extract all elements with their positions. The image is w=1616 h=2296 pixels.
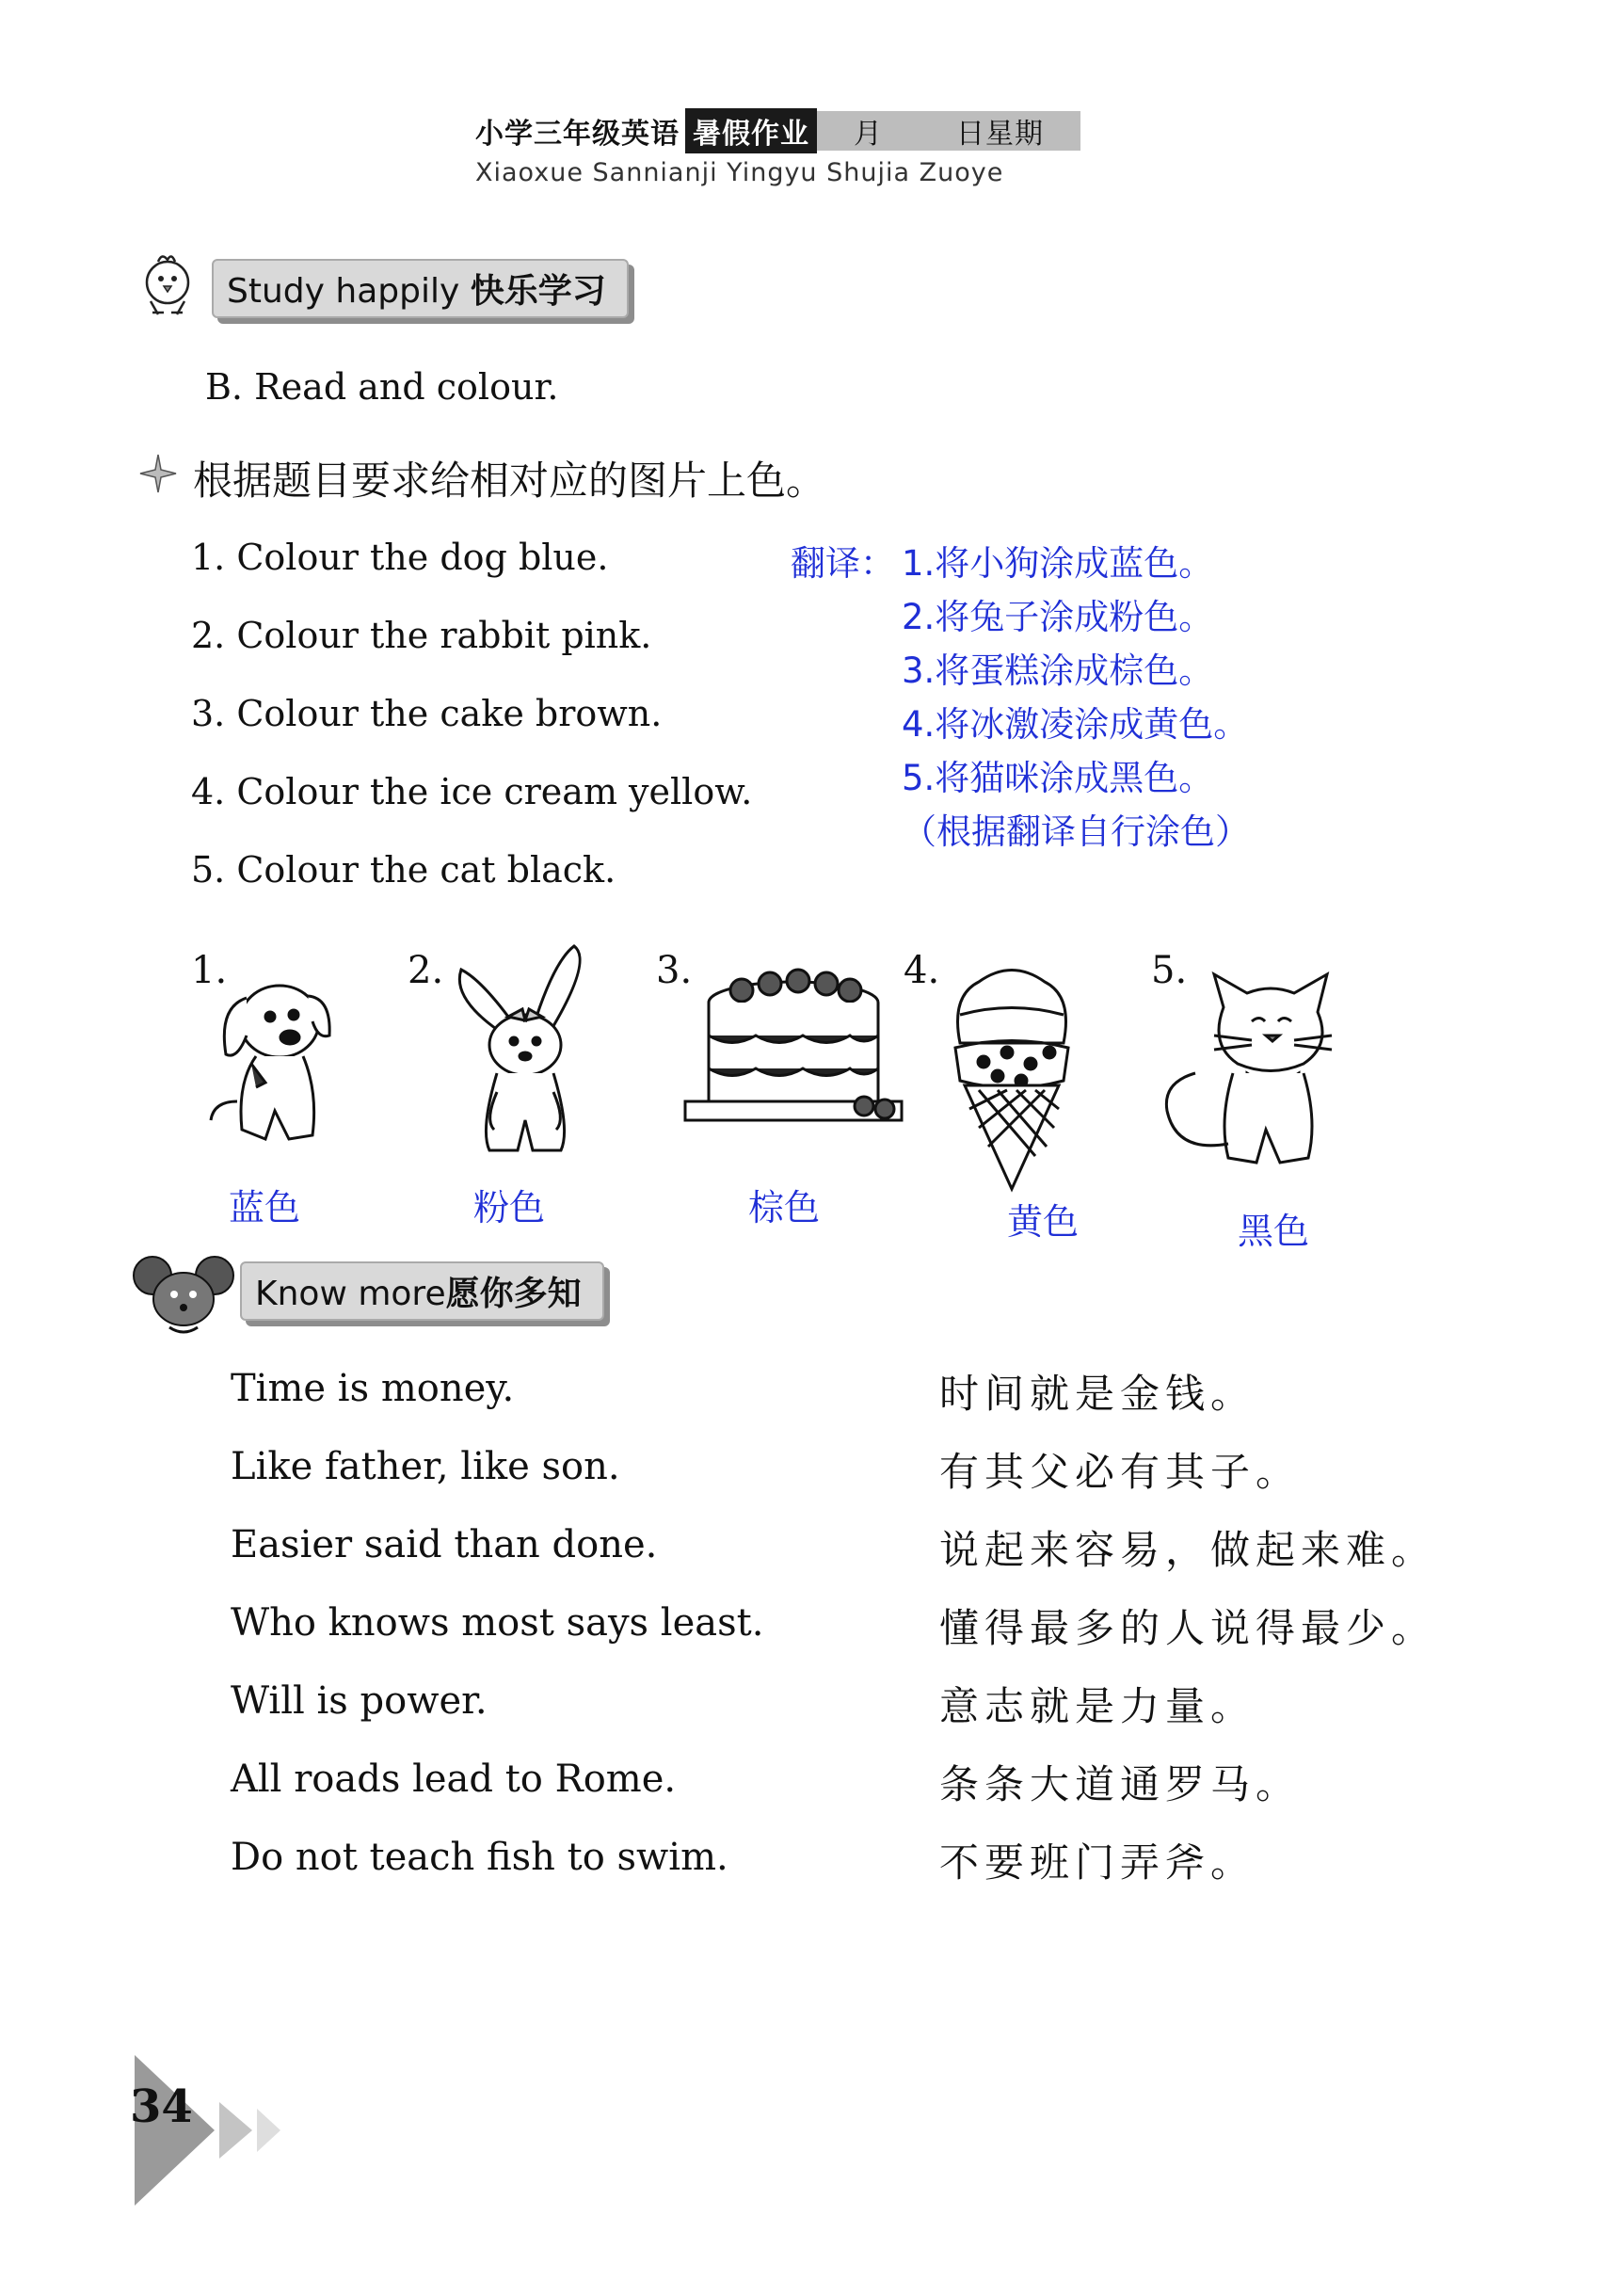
translation-line: 5.将猫咪涂成黑色。: [902, 758, 1214, 798]
study-happily-banner: [212, 259, 629, 318]
proverb-cn: 意志就是力量。: [939, 1683, 1256, 1729]
header-title: [475, 111, 1080, 151]
picture-number: 3.: [656, 949, 693, 992]
header-date-fields: [817, 111, 1080, 151]
colour-answer: 蓝色: [229, 1187, 301, 1228]
list-item: 3. Colour the cake brown.: [191, 693, 663, 734]
rabbit-picture: [442, 941, 612, 1158]
proverb-cn: 懂得最多的人说得最少。: [939, 1605, 1437, 1651]
header-title-part2: 暑假作业: [685, 108, 817, 153]
mouse-mascot-icon: [132, 1247, 235, 1345]
proverb-en: Like father, like son.: [231, 1445, 620, 1488]
picture-number: 5.: [1151, 949, 1188, 992]
list-item: 5. Colour the cat black.: [191, 849, 616, 891]
proverb-cn: 条条大道通罗马。: [939, 1761, 1302, 1807]
colour-answer: 棕色: [748, 1187, 821, 1228]
cake-picture: [676, 960, 911, 1148]
know-more-banner: [240, 1261, 604, 1321]
know-more-banner-en: Know more: [255, 1275, 446, 1313]
proverb-cn: 有其父必有其子。: [939, 1449, 1302, 1495]
colour-answer: 粉色: [473, 1187, 546, 1228]
task-title: B. Read and colour.: [205, 366, 559, 408]
sparkle-icon: [136, 452, 180, 499]
study-banner-en: Study happily: [227, 272, 460, 311]
dog-picture: [200, 970, 350, 1158]
proverb-cn: 时间就是金钱。: [939, 1371, 1256, 1417]
proverb-en: All roads lead to Rome.: [231, 1758, 677, 1801]
proverb-en: Will is power.: [231, 1679, 488, 1723]
header-day-label: 日星期: [956, 118, 1044, 151]
picture-number: 1.: [191, 949, 228, 992]
picture-number: 4.: [904, 949, 940, 992]
task-instruction-cn: 根据题目要求给相对应的图片上色。: [193, 458, 826, 504]
list-item: 2. Colour the rabbit pink.: [191, 615, 652, 656]
colour-answer: 黄色: [1007, 1201, 1080, 1243]
cat-picture: [1158, 970, 1374, 1177]
page-number: 34: [130, 2080, 193, 2133]
translation-line: 1.将小狗涂成蓝色。: [902, 543, 1214, 584]
translation-line: 3.将蛋糕涂成棕色。: [902, 650, 1214, 691]
header-month-label: 月: [854, 118, 883, 151]
header-title-part1: 小学三年级英语: [475, 118, 680, 151]
header-subtitle: Xiaoxue Sannianji Yingyu Shujia Zuoye: [475, 158, 1004, 187]
list-item: 1. Colour the dog blue.: [191, 537, 609, 578]
chick-mascot-icon: [130, 247, 205, 326]
ice-cream-picture: [941, 958, 1082, 1194]
translation-note: （根据翻译自行涂色）: [902, 811, 1250, 852]
proverb-en: Who knows most says least.: [231, 1601, 764, 1645]
proverb-en: Easier said than done.: [231, 1523, 658, 1566]
picture-number: 2.: [408, 949, 444, 992]
proverb-en: Do not teach fish to swim.: [231, 1836, 728, 1879]
know-more-banner-cn: 愿你多知: [445, 1275, 582, 1313]
proverb-en: Time is money.: [231, 1367, 515, 1410]
study-banner-cn: 快乐学习: [470, 272, 606, 311]
translation-line: 2.将兔子涂成粉色。: [902, 597, 1214, 637]
list-item: 4. Colour the ice cream yellow.: [191, 771, 753, 812]
colour-answer: 黑色: [1238, 1211, 1310, 1252]
translation-line: 4.将冰激凌涂成黄色。: [902, 704, 1249, 745]
translation-label: 翻译：: [791, 543, 895, 584]
proverb-cn: 不要班门弄斧。: [939, 1839, 1256, 1886]
proverb-cn: 说起来容易，做起来难。: [939, 1527, 1437, 1573]
